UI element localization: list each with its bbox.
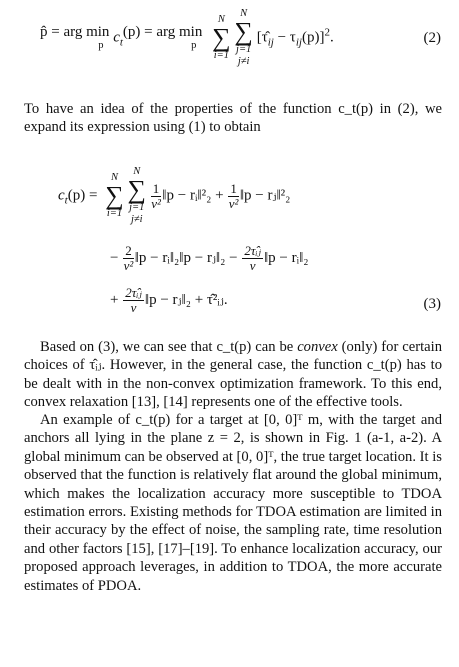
equation-number-3: (3): [423, 296, 441, 312]
paragraph-intro-text: To have an idea of the properties of the function c_t(p) in (2), we expand its expression using (1) to obtain: [24, 101, 442, 136]
eq2-sum-i: N ∑ i=1: [212, 14, 231, 61]
eq2-mid: (p) = arg min: [122, 23, 203, 40]
eq3-frac-2: $\frac{1}{\text{v²}}$: [228, 180, 239, 211]
eq2-sum-j: N ∑ j=1 j≠i: [234, 8, 253, 67]
paragraph-example: [24, 411, 442, 595]
eq2-c: c: [113, 29, 120, 46]
convex-emphasis: convex: [297, 339, 338, 355]
eq3-frac-5: $\frac{\text{2τ̂ᵢⱼ}}{v}$: [125, 285, 142, 315]
equation-number-2: (2): [423, 30, 441, 46]
eq3-sum-j: N ∑ j=1 j≠i: [127, 166, 147, 225]
eq3-frac-4: $\frac{\text{2τ̂ᵢⱼ}}{v}$: [244, 243, 261, 273]
eq3-frac-1: $\frac{1}{\text{v²}}$: [151, 180, 161, 211]
equation-2: p̂ = arg min p $c_t(p)$ = arg min p N ∑ i=1 N ∑ j=1 j≠i $[\taû_{ij} - \tau_{ij}(p)]^2$.: [40, 8, 334, 67]
equation-3-line-3: + $\frac{\text{2τ̂ᵢⱼ}}{v}$ ‖p − rⱼ‖₂ + τ̂²ᵢⱼ.: [110, 285, 228, 315]
eq3-frac-3: $\frac{2}{\text{v²}}$: [123, 243, 134, 273]
paragraph-convexity: Based on (3), we can see that c_t(p) can be convex (only) for certain choices of τ̂ᵢⱼ. However, in the general case, the function c_t(p) has to be dealt with in the non-convex optimization framework. To this end, convex relaxation [13], [14] represents one of the effective tools.: [24, 339, 442, 411]
paragraph-example-text: An example of c_t(p) for a target at [0, 0]ᵀ m, with the target and anchors all lying in the plane z = 2, is shown in Fig. 1 (a-1, a-2). A global minimum can be observed at [0, 0]ᵀ, the true target location. It is observed that the function is relatively flat around the global minimum, which makes the localization accuracy more susceptible to TDOA estimation errors. Existing methods for TDOA estimation are limited in their accuracy by the effect of noise, the sampling rate, time resolution and other factors [15], [17]–[19]. To enhance localization accuracy, our proposed approach leverages, in addition to TDOA, the more accurate estimates of PDOA.: [24, 412, 442, 594]
equation-3-line-2: − $\frac{2}{\text{v²}}$ ‖p − rᵢ‖₂‖p − rⱼ‖₂ − $\frac{\text{2τ̂ᵢⱼ}}{v}$ ‖p − rᵢ‖₂: [110, 243, 309, 273]
eq2-argmin-var: p: [98, 39, 104, 51]
eq2-argmin-var2: p: [191, 39, 197, 51]
eq2-body: [τ̂: [256, 29, 268, 46]
eq2-lhs: p̂ = arg min: [40, 23, 110, 40]
eq3-sum-i: N ∑ i=1: [105, 172, 124, 219]
equation-3-line-1: $c_t(p)$ = N ∑ i=1 N ∑ j=1 j≠i $\frac{1}{\text{v²}}$ ‖p − rᵢ‖²₂ + $\frac{1}{\text{v²}}$ ‖p − rⱼ‖²₂: [58, 166, 291, 225]
paragraph-intro: [24, 100, 442, 137]
